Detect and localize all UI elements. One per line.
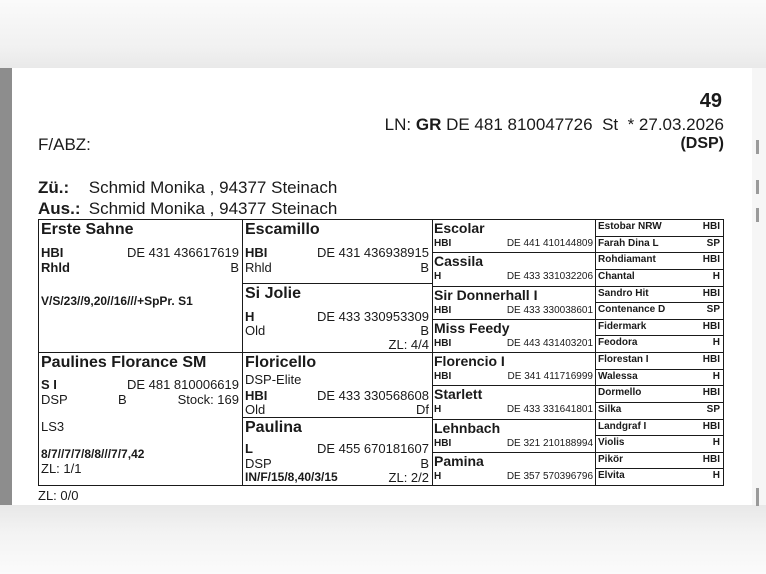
sire-dam-region: Old: [245, 323, 266, 338]
gen4-book: SP: [706, 403, 720, 415]
sire-ueln: DE 431 436617619: [126, 245, 239, 260]
gen3-name: Sir Donnerhall I: [434, 286, 538, 303]
gen4-book: H: [712, 370, 720, 382]
exhibitor-label: Aus.:: [38, 199, 81, 218]
breed: (DSP): [680, 135, 724, 152]
ln-gr: GR: [415, 115, 442, 134]
dam-sire-title: DSP-Elite: [245, 372, 302, 387]
page-edge-right: [752, 68, 766, 505]
dam-sire-color: Df: [416, 402, 429, 417]
gen4-book: H: [712, 337, 720, 349]
gen4-book: H: [712, 270, 720, 282]
gen4-book: SP: [706, 304, 720, 316]
gen4-name: Feodora: [598, 337, 638, 349]
gen3-ueln: DE 433 331032206: [506, 271, 593, 283]
gen4-name: Fidermark: [598, 320, 647, 332]
dam-dam-name: Paulina: [245, 419, 302, 436]
gen3-name: Pamina: [434, 452, 484, 469]
gen3-name: Miss Feedy: [434, 319, 510, 336]
gen4-divider: [595, 269, 724, 270]
dam-dam-zl: ZL: 2/2: [388, 470, 429, 485]
blurred-background-top: [0, 0, 766, 68]
dam-performance: 8/7//7/7/8/8///7/7,42: [41, 447, 145, 461]
gen4-divider: [595, 385, 724, 386]
dam-dam-performance: IN/F/15/8,40/3/15: [245, 470, 338, 484]
sire-dam-book: H: [245, 309, 255, 324]
gen3-name: Florencio I: [434, 353, 505, 369]
gen4-book: HBI: [702, 387, 720, 399]
gen3-ueln: DE 443 431403201: [506, 337, 593, 349]
gen4-book: HBI: [702, 354, 720, 365]
sire-dam-color: B: [420, 323, 429, 338]
gen4-book: H: [712, 470, 720, 482]
sire-dam-ueln: DE 433 330953309: [316, 309, 429, 324]
dam-sire-book: HBI: [245, 388, 268, 403]
gen4-name: Elvita: [598, 470, 625, 482]
breeder-label: Zü.:: [38, 178, 70, 197]
gen4-divider: [595, 435, 724, 436]
gen3-book: HBI: [434, 304, 452, 316]
footer-zl: ZL: 0/0: [38, 488, 79, 503]
gen4-name: Sandro Hit: [598, 287, 649, 299]
gen3-book: H: [434, 271, 442, 283]
gen4-name: Silka: [598, 403, 622, 415]
sire-name: Erste Sahne: [41, 221, 134, 238]
fabz-label: F/ABZ:: [38, 135, 91, 154]
gen4-name: Chantal: [598, 270, 635, 282]
sire-sire-book: HBI: [245, 245, 268, 260]
dam-color: B: [118, 392, 127, 407]
dam-dam-color: B: [420, 456, 429, 471]
sire-region: Rhld: [41, 260, 70, 275]
sire-book: HBI: [41, 245, 64, 260]
gen3-name: Escolar: [434, 220, 485, 236]
gen4-divider: [595, 468, 724, 469]
sire-performance: V/S/23//9,20//16///+SpPr. S1: [41, 294, 193, 308]
gen4-name: Landgraf I: [598, 420, 647, 432]
gen4-book: SP: [706, 237, 720, 249]
sire-sire-ueln: DE 431 436938915: [316, 245, 429, 260]
gen4-name: Florestan I: [598, 354, 649, 365]
gen4-book: HBI: [702, 221, 720, 232]
gen3-ueln: DE 321 210188994: [506, 437, 593, 449]
ln-number: DE 481 810047726: [446, 115, 593, 134]
gen3-name: Cassila: [434, 253, 484, 270]
gen3-name: Starlett: [434, 386, 483, 403]
ln-prefix: LN:: [384, 115, 412, 134]
gen4-divider: [595, 335, 724, 336]
dam-zl: ZL: 1/1: [41, 461, 82, 476]
gen3-ueln: DE 441 410144809: [506, 238, 593, 249]
sire-color: B: [230, 260, 239, 275]
gen4-name: Pikör: [598, 453, 624, 465]
exhibitor-line: [38, 199, 337, 219]
gen3-ueln: DE 357 570396796: [506, 470, 593, 482]
gen4-book: HBI: [702, 254, 720, 266]
dam-sire-ueln: DE 433 330568608: [316, 388, 429, 403]
dam-region: DSP: [41, 392, 68, 407]
gen4-name: Farah Dina L: [598, 237, 659, 249]
gen3-book: HBI: [434, 238, 452, 249]
gen3-ueln: DE 433 331641801: [506, 404, 593, 416]
gen4-name: Walessa: [598, 370, 638, 382]
dam-sire-region: Old: [245, 402, 266, 417]
gen3-ueln: DE 433 330038601: [506, 304, 593, 316]
sire-dam-zl: ZL: 4/4: [388, 337, 429, 352]
gen4-name: Dormello: [598, 387, 642, 399]
dam-dam-book: L: [245, 441, 253, 456]
dam-ls: LS3: [41, 419, 65, 434]
gen4-name: Violis: [598, 437, 625, 449]
gen4-book: HBI: [702, 453, 720, 465]
gen3-name: Lehnbach: [434, 419, 501, 436]
gen4-divider: [595, 302, 724, 303]
gen4-divider: [595, 252, 724, 253]
gen3-book: H: [434, 404, 442, 416]
sire-sire-name: Escamillo: [245, 221, 320, 238]
gen3-book: HBI: [434, 371, 452, 382]
gen4-name: Rohdiamant: [598, 254, 656, 266]
gen4-book: HBI: [702, 420, 720, 432]
gen4-name: Contenance D: [598, 304, 666, 316]
gen4-name: Estobar NRW: [598, 221, 662, 232]
gen3-book: HBI: [434, 437, 452, 449]
gen4-book: H: [712, 437, 720, 449]
breeder: Schmid Monika , 94377 Steinach: [88, 178, 338, 197]
lot-number: 49: [699, 90, 722, 112]
sex: St: [602, 115, 619, 134]
dam-name: Paulines Florance SM: [41, 354, 207, 371]
gen3-book: H: [434, 470, 442, 482]
date-of-birth: * 27.03.2026: [627, 115, 724, 134]
dam-stock: Stock: 169: [177, 392, 239, 407]
exhibitor: Schmid Monika , 94377 Steinach: [88, 199, 338, 218]
dam-book: S I: [41, 377, 57, 392]
page-edge-left: [0, 68, 12, 505]
sire-dam-name: Si Jolie: [245, 285, 302, 302]
sire-sire-color: B: [420, 260, 429, 275]
sire-sire-region: Rhld: [245, 260, 272, 275]
gen3-book: HBI: [434, 337, 452, 349]
ln-line: [385, 115, 724, 135]
dam-dam-region: DSP: [245, 456, 272, 471]
dam-sire-name: Floricello: [245, 354, 317, 371]
gen4-divider: [595, 402, 724, 403]
dam-dam-ueln: DE 455 670181607: [316, 441, 429, 456]
gen4-book: HBI: [702, 320, 720, 332]
blurred-background-bottom: [0, 505, 766, 574]
gen3-ueln: DE 341 411716999: [507, 371, 593, 382]
gen4-book: HBI: [702, 287, 720, 299]
dam-ueln: DE 481 810006619: [126, 377, 239, 392]
breeder-line: [38, 178, 337, 198]
